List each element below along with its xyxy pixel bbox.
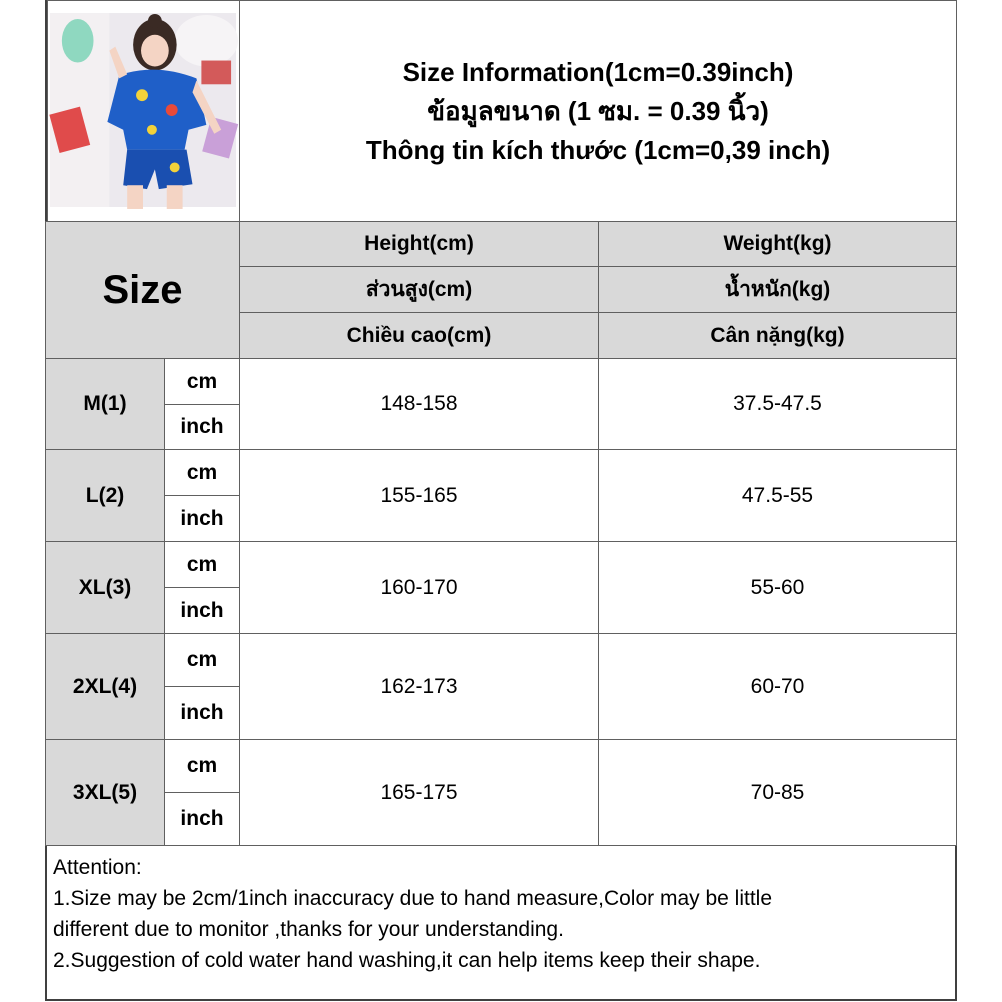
unit-cm: cm bbox=[164, 633, 240, 687]
unit-inch: inch bbox=[164, 404, 240, 450]
height-value: 155-165 bbox=[239, 449, 599, 542]
height-header-vietnamese: Chiều cao(cm) bbox=[239, 312, 599, 359]
attention-notes bbox=[47, 845, 955, 999]
attention-note-2: 2.Suggestion of cold water hand washing,it can help items keep their shape. bbox=[53, 949, 761, 972]
title-thai: ข้อมูลขนาด (1 ซม. = 0.39 นิ้ว) bbox=[427, 95, 769, 126]
product-model-photo bbox=[48, 0, 239, 222]
weight-header-vietnamese: Cân nặng(kg) bbox=[598, 312, 957, 359]
weight-value: 55-60 bbox=[598, 541, 957, 634]
size-label-l: L(2) bbox=[45, 449, 165, 542]
size-label-m: M(1) bbox=[45, 358, 165, 450]
attention-note-1: 1.Size may be 2cm/1inch inaccuracy due to hand measure,Color may be little bbox=[53, 887, 773, 910]
weight-value: 47.5-55 bbox=[598, 449, 957, 542]
size-label-2xl: 2XL(4) bbox=[45, 633, 165, 740]
unit-cm: cm bbox=[164, 739, 240, 793]
attention-note-1-continued: different due to monitor ,thanks for your understanding. bbox=[53, 918, 564, 941]
size-header: Size bbox=[45, 221, 240, 359]
height-header-thai: ส่วนสูง(cm) bbox=[239, 266, 599, 313]
attention-heading: Attention: bbox=[53, 856, 142, 879]
unit-inch: inch bbox=[164, 792, 240, 846]
weight-value: 70-85 bbox=[598, 739, 957, 846]
title-vietnamese: Thông tin kích thước (1cm=0,39 inch) bbox=[365, 134, 831, 165]
weight-header-english: Weight(kg) bbox=[598, 221, 957, 267]
height-value: 162-173 bbox=[239, 633, 599, 740]
weight-value: 37.5-47.5 bbox=[598, 358, 957, 450]
height-value: 165-175 bbox=[239, 739, 599, 846]
unit-inch: inch bbox=[164, 495, 240, 542]
unit-inch: inch bbox=[164, 686, 240, 740]
unit-cm: cm bbox=[164, 541, 240, 588]
weight-value: 60-70 bbox=[598, 633, 957, 740]
product-photo bbox=[47, 0, 240, 222]
size-label-3xl: 3XL(5) bbox=[45, 739, 165, 846]
height-value: 160-170 bbox=[239, 541, 599, 634]
height-header-english: Height(cm) bbox=[239, 221, 599, 267]
unit-cm: cm bbox=[164, 449, 240, 496]
size-label-xl: XL(3) bbox=[45, 541, 165, 634]
title-english: Size Information(1cm=0.39inch) bbox=[402, 56, 794, 87]
unit-inch: inch bbox=[164, 587, 240, 634]
size-information-title bbox=[239, 0, 957, 222]
weight-header-thai: น้ำหนัก(kg) bbox=[598, 266, 957, 313]
unit-cm: cm bbox=[164, 358, 240, 405]
height-value: 148-158 bbox=[239, 358, 599, 450]
